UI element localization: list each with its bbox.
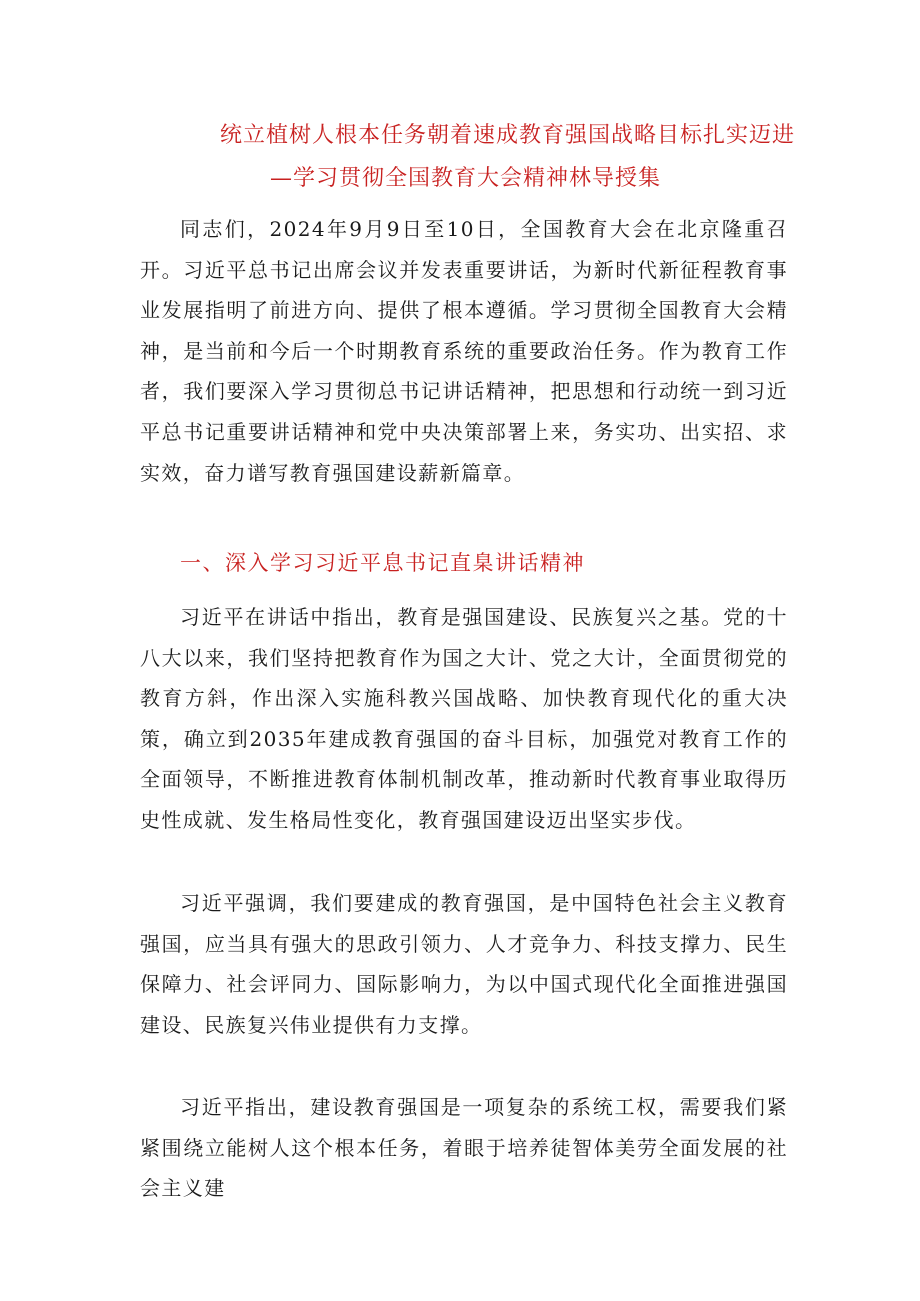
section-heading-1: 一、深入学习习近平息书记直臬讲话精神 [180, 551, 585, 575]
paragraph-body: 习近平在讲话中指出，教育是强国建设、民族复兴之基。党的十八大以来，我们坚持把教育作为国之大计、党之大计，全面贯彻党的教育方斜，作出深入实施科教兴国战略、加快教育现代化的重大决策，确立到2035年建成教育强国的奋斗目标，加强党对教育工作的全面领导，不断推进教育体制机制改革，推动新时代教育事业取得历史性成就、发生格局性变化，教育强国建设迈出坚实步伐。 [140, 605, 788, 832]
paragraph-body: 习近平强调，我们要建成的教育强国，是中国特色社会主义教育强国，应当具有强大的思政引领力、人才竞争力、科技支撑力、民生保障力、社会评同力、国际影响力，为以中国式现代化全面推进强国建设、民族复兴伟业提供有力支撑。 [140, 891, 788, 1037]
document-title: 统立植树人根本任务朝着速成教育强国战略目标扎实迈进 [220, 123, 796, 148]
paragraph-body: 习近平指出，建设教育强国是一项复杂的系统工权，需要我们紧紧围绕立能树人这个根本任务，着眼于培养徒智体美劳全面发展的社会主义建 [140, 1095, 788, 1201]
document-subtitle: —学习贯彻全国教育大会精神林导授集 [270, 166, 662, 191]
paragraph-intro: 同志们，2024年9月9日至10日，全国教育大会在北京隆重召开。习近平总书记出席会议并发表重要讲话，为新时代新征程教育事业发展指明了前进方向、提供了根本遵循。学习贯彻全国教育大会精神，是当前和今后一个时期教育系统的重要政治任务。作为教育工作者，我们要深入学习贯彻总书记讲话精神，把思想和行动统一到习近平总书记重要讲话精神和党中央决策部署上来，务实功、出实招、求实效，奋力谱写教育强国建设薪新篇章。 [140, 217, 788, 485]
